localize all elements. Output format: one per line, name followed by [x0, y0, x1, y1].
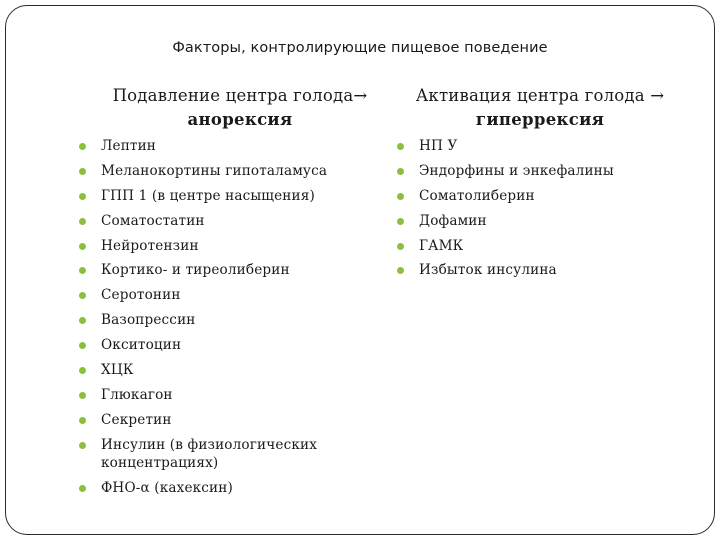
list-item [79, 361, 379, 379]
list-item-label: ГАМК [419, 237, 464, 254]
list-item [79, 137, 379, 155]
list-item-label: Инсулин (в физиологических концентрациях) [101, 436, 318, 471]
list-item-label: Дофамин [419, 212, 487, 229]
right-heading-line1: Активация центра голода → [415, 86, 665, 105]
list-item-label: Меланокортины гипоталамуса [101, 162, 328, 179]
bullet-icon [397, 193, 404, 200]
list-item-label: Эндорфины и энкефалины [419, 162, 614, 179]
list-item [79, 336, 379, 354]
list-item-label: ГПП 1 (в центре насыщения) [101, 187, 315, 204]
list-item-label: ХЦК [101, 362, 134, 379]
bullet-icon [397, 243, 404, 250]
bullet-icon [79, 367, 86, 374]
bullet-icon [79, 417, 86, 424]
bullet-icon [79, 342, 86, 349]
list-item-label: Секретин [101, 411, 172, 428]
bullet-icon [79, 218, 86, 225]
right-factor-list [397, 137, 687, 286]
bullet-icon [79, 442, 86, 449]
bullet-icon [79, 292, 86, 299]
list-item [79, 411, 379, 429]
bullet-icon [397, 267, 404, 274]
list-item [79, 479, 379, 497]
list-item [79, 212, 379, 230]
list-item [397, 212, 687, 230]
bullet-icon [397, 143, 404, 150]
list-item-label: Кортико- и тиреолиберин [101, 262, 290, 279]
list-item-label: Избыток инсулина [419, 262, 557, 279]
bullet-icon [397, 168, 404, 175]
bullet-icon [79, 243, 86, 250]
right-heading-line2: гиперрексия [475, 110, 605, 129]
bullet-icon [79, 267, 86, 274]
left-heading-line2: анорексия [187, 110, 293, 129]
list-item [397, 137, 687, 155]
list-item-label: Вазопрессин [101, 312, 196, 329]
list-item [397, 162, 687, 180]
list-item [79, 261, 379, 279]
list-item-label: Серотонин [101, 287, 181, 304]
left-factor-list [79, 137, 379, 503]
list-item [397, 261, 687, 279]
bullet-icon [79, 392, 86, 399]
bullet-icon [79, 168, 86, 175]
list-item-label: Окситоцин [101, 337, 182, 354]
bullet-icon [397, 218, 404, 225]
list-item-label: Соматолиберин [419, 187, 535, 204]
list-item [79, 187, 379, 205]
left-heading-line1: Подавление центра голода→ [112, 86, 368, 105]
list-item [79, 436, 379, 472]
bullet-icon [79, 317, 86, 324]
list-item-label: Соматостатин [101, 212, 205, 229]
bullet-icon [79, 193, 86, 200]
list-item [79, 311, 379, 329]
list-item-label: Лептин [101, 138, 156, 154]
list-item-label: ФНО-α (кахексин) [101, 479, 233, 496]
slide-title: Факторы, контролирующие пищевое поведение [172, 40, 548, 56]
bullet-icon [79, 485, 86, 492]
list-item [79, 237, 379, 255]
list-item [397, 237, 687, 255]
bullet-icon [79, 143, 86, 150]
list-item [79, 162, 379, 180]
left-column-heading [60, 84, 420, 132]
list-item-label: Нейротензин [101, 237, 199, 254]
right-column-heading [400, 84, 680, 132]
list-item [79, 286, 379, 304]
list-item-label: НП У [419, 138, 458, 154]
list-item-label: Глюкагон [101, 386, 173, 403]
list-item [397, 187, 687, 205]
list-item [79, 386, 379, 404]
